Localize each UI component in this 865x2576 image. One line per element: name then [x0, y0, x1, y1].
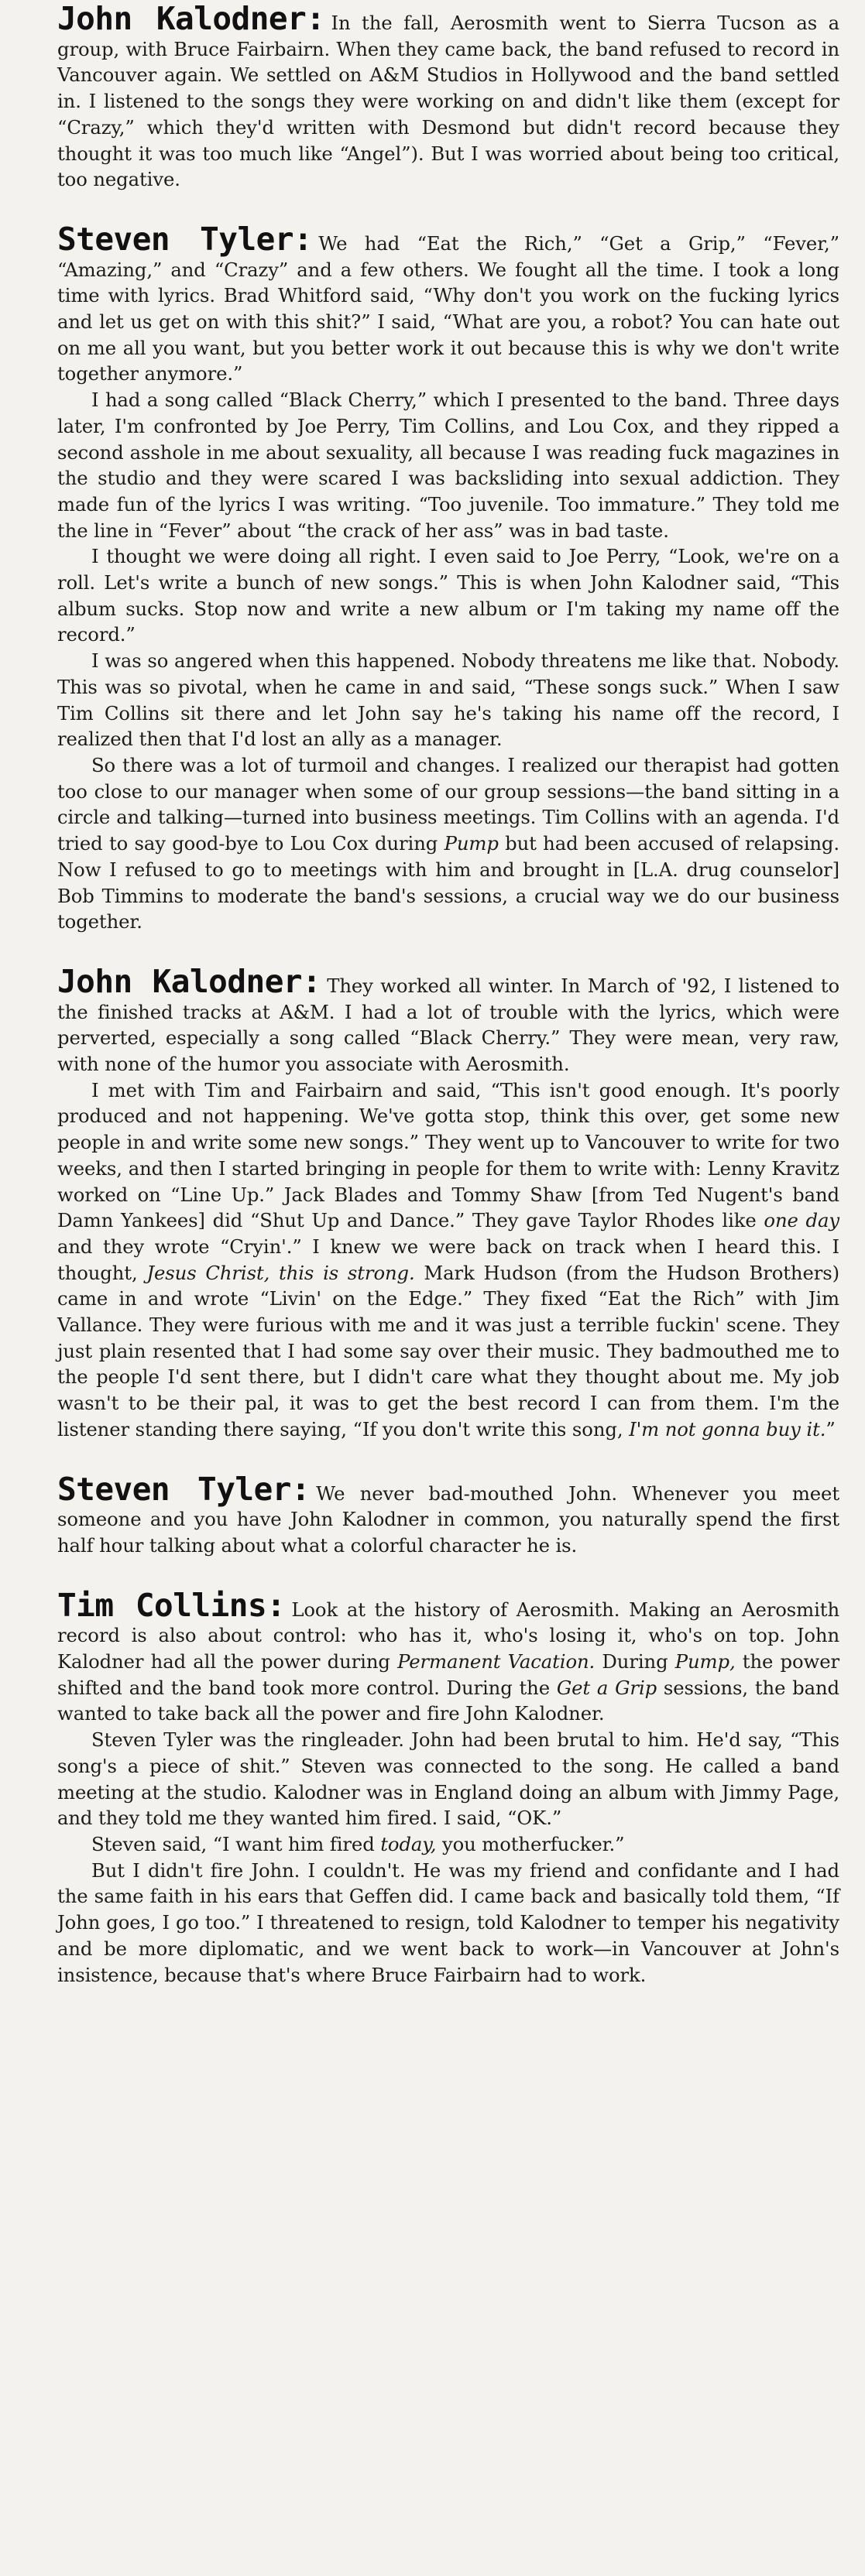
paragraph: John Kalodner: In the fall, Aerosmith went to Sierra Tucson as a group, with Bruce Fairbairn. When they came back, the band refused to record in Vancouver again. We settled on A&M Studios in Hollywood and the band settled in. I listened to the songs they were working on and didn't like them (except for “Crazy,” which they'd written with Desmond but didn't record because they thought it was too much like “Angel”). But I was worried about being too critical, too negative.: [57, 0, 839, 191]
speaker-name: John Kalodner:: [57, 962, 321, 1000]
paragraph: Steven Tyler: We had “Eat the Rich,” “Get a Grip,” “Fever,” “Amazing,” and “Crazy” and a few others. We fought all the time. I took a long time with lyrics. Brad Whitford said, “Why don't you work on the fucking lyrics and let us get on with this shit?” I said, “What are you, a robot? You can hate out on me all you want, but you better work it out because this is why we don't write together anymore.”: [57, 220, 839, 385]
book-page: [57, 0, 840, 1988]
paragraph: Tim Collins: Look at the history of Aerosmith. Making an Aerosmith record is also about control: who has it, who's losing it, who's on top. John Kalodner had all the power during Permanent Vacation. During Pump, the power shifted and the band took more control. During the Get a Grip sessions, the band wanted to take back all the power and fire John Kalodner.: [57, 1586, 840, 1725]
speaker-name: Steven Tyler:: [57, 220, 313, 258]
paragraph: John Kalodner: They worked all winter. In March of '92, I listened to the finished tracks at A&M. I had a lot of trouble with the lyrics, which were perverted, especially a song called “Black Cherry.” They were mean, very raw, with none of the humor you associate with Aerosmith.: [57, 962, 839, 1076]
entry-steven-tyler-1: [57, 220, 839, 935]
paragraph: I met with Tim and Fairbairn and said, “This isn't good enough. It's poorly produced and not happening. We've gotta stop, think this over, get some new people in and write some new songs.” They went up to Vancouver to write for two weeks, and then I started bringing in people for them to write with: Lenny Kravitz worked on “Line Up.” Jack Blades and Tommy Shaw [from Ted Nugent's band Damn Yankees] did “Shut Up and Dance.” They gave Taylor Rhodes like one day and they wrote “Cryin'.” I knew we were back on track when I heard this. I thought, Jesus Christ, this is strong. Mark Hudson (from the Hudson Brothers) came in and wrote “Livin' on the Edge.” They fixed “Eat the Rich” with Jim Vallance. They were furious with me and it was just a terrible fuckin' scene. They just plain resented that I had some say over their music. They badmouthed me to the people I'd sent there, but I didn't care what they thought about me. My job wasn't to be their pal, it was to get the best record I can from them. I'm the listener standing there saying, “If you don't write this song, I'm not gonna buy it.”: [57, 1078, 839, 1440]
paragraph: But I didn't fire John. I couldn't. He was my friend and confidante and I had the same faith in his ears that Geffen did. I came back and basically told them, “If John goes, I go too.” I threatened to resign, told Kalodner to temper his negativity and be more diplomatic, and we went back to work—in Vancouver at John's insistence, because that's where Bruce Fairbairn had to work.: [57, 1858, 839, 1986]
paragraph: Steven Tyler: We never bad-mouthed John. Whenever you meet someone and you have John Kalodner in common, you naturally spend the first half hour talking about what a colorful character he is.: [57, 1470, 839, 1557]
paragraph: I had a song called “Black Cherry,” which I presented to the band. Three days later, I'm confronted by Joe Perry, Tim Collins, and Lou Cox, and they ripped a second asshole in me about sexuality, all because I was reading fuck magazines in the studio and they were scared I was backsliding into sexual addiction. They made fun of the lyrics I was writing. “Too juvenile. Too immature.” They told me the line in “Fever” about “the crack of her ass” was in bad taste.: [57, 389, 839, 542]
speaker-name: Tim Collins:: [57, 1586, 286, 1624]
entry-john-kalodner-2: [57, 962, 839, 1443]
paragraph: So there was a lot of turmoil and changes. I realized our therapist had gotten too close to our manager when some of our group sessions—the band sitting in a circle and talking—turned into business meetings. Tim Collins with an agenda. I'd tried to say good-bye to Lou Cox during Pump but had been accused of relapsing. Now I refused to go to meetings with him and brought in [L.A. drug counselor] Bob Timmins to moderate the band's sessions, a crucial way we do our business together.: [57, 753, 839, 933]
speaker-name: John Kalodner:: [57, 0, 325, 37]
paragraph: I thought we were doing all right. I even said to Joe Perry, “Look, we're on a roll. Let's write a bunch of new songs.” This is when John Kalodner said, “This album sucks. Stop now and write a new album or I'm taking my name off the record.”: [57, 545, 839, 646]
paragraph: I was so angered when this happened. Nobody threatens me like that. Nobody. This was so pivotal, when he came in and said, “These songs suck.” When I saw Tim Collins sit there and let John say he's taking his name off the record, I realized then that I'd lost an ally as a manager.: [57, 649, 839, 751]
entry-john-kalodner-1: [57, 0, 839, 193]
speaker-name: Steven Tyler:: [57, 1470, 311, 1508]
paragraph: Steven Tyler was the ringleader. John had been brutal to him. He'd say, “This song's a piece of shit.” Steven was connected to the song. He called a band meeting at the studio. Kalodner was in England doing an album with Jimmy Page, and they told me they wanted him fired. I said, “OK.”: [57, 1728, 839, 1830]
entry-steven-tyler-2: [57, 1470, 839, 1559]
entry-tim-collins: [57, 1586, 840, 1989]
paragraph: Steven said, “I want him fired today, you motherfucker.”: [91, 1833, 625, 1855]
